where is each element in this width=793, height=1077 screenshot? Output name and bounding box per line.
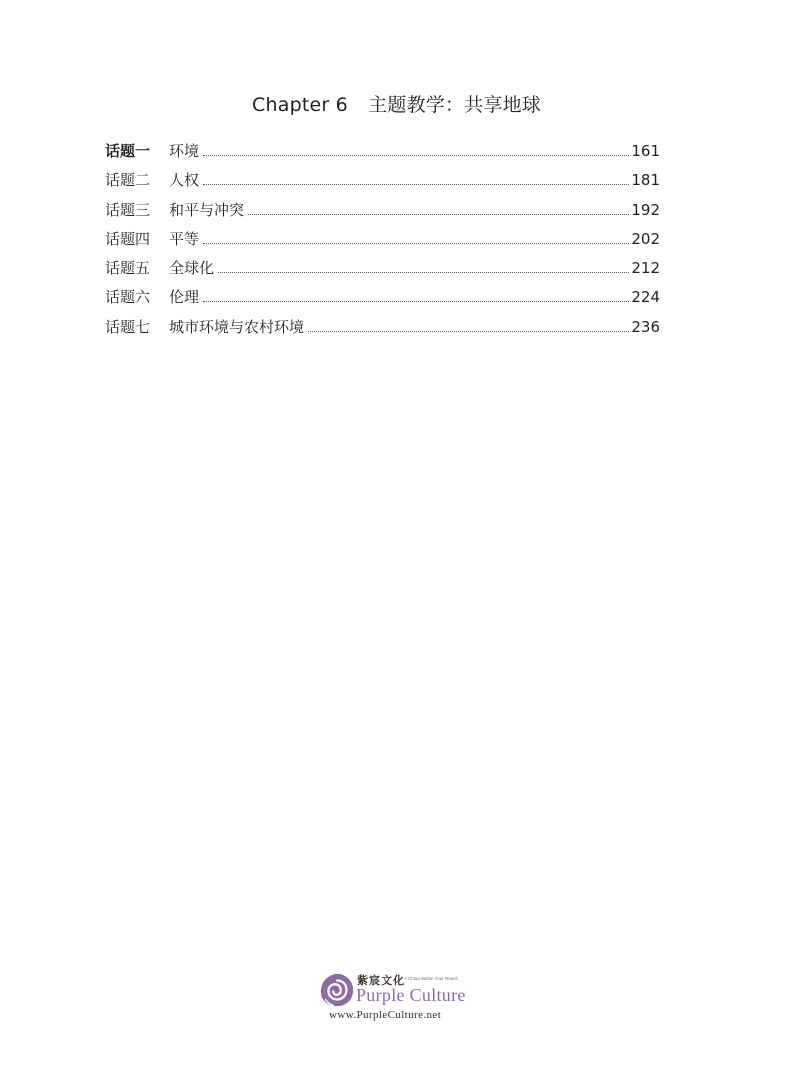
toc-dot-leader <box>203 155 629 156</box>
toc-topic-label: 话题五 <box>105 259 151 278</box>
toc-page-number: 202 <box>631 229 660 248</box>
toc-page-number: 236 <box>631 317 660 336</box>
chapter-title: 主题教学：共享地球 <box>368 94 541 116</box>
toc-entry[interactable] <box>105 140 660 169</box>
toc-title: 平等 <box>169 229 200 248</box>
toc-title: 伦理 <box>169 288 200 307</box>
table-of-contents <box>105 140 660 345</box>
toc-dot-leader <box>248 214 629 215</box>
toc-entry[interactable] <box>105 286 660 315</box>
toc-page-number: 161 <box>631 142 660 160</box>
toc-title: 环境 <box>169 142 200 160</box>
logo-chinese-name: 紫宸文化 <box>357 974 405 987</box>
toc-topic-label: 话题四 <box>105 229 151 248</box>
logo-english-name: Purple Culture <box>356 985 466 1005</box>
toc-page-number: 192 <box>631 200 660 219</box>
toc-topic-label: 话题一 <box>105 142 151 160</box>
toc-page-number: 181 <box>631 171 660 190</box>
toc-page-number: 212 <box>631 259 660 278</box>
toc-topic-label: 话题二 <box>105 171 151 190</box>
toc-dot-leader <box>218 272 629 273</box>
toc-entry[interactable] <box>105 257 660 286</box>
toc-entry[interactable] <box>105 316 660 345</box>
toc-entry[interactable] <box>105 169 660 198</box>
toc-entry[interactable] <box>105 228 660 257</box>
toc-page-number: 224 <box>631 288 660 307</box>
purple-rose-icon <box>318 971 356 1009</box>
toc-topic-label: 话题七 <box>105 317 151 336</box>
toc-entry[interactable] <box>105 199 660 228</box>
toc-title: 城市环境与农村环境 <box>169 317 305 336</box>
toc-title: 和平与冲突 <box>169 200 245 219</box>
toc-topic-label: 话题六 <box>105 288 151 307</box>
publisher-logo[interactable] <box>318 968 488 1028</box>
toc-title: 全球化 <box>169 259 215 278</box>
publisher-url-link[interactable]: www.PurpleCulture.net <box>329 1009 442 1021</box>
logo-tagline: A China Within Your Reach <box>404 976 459 981</box>
toc-dot-leader <box>203 184 629 185</box>
chapter-label: Chapter 6 <box>252 94 348 116</box>
toc-dot-leader <box>308 331 629 332</box>
toc-title: 人权 <box>169 171 200 190</box>
toc-topic-label: 话题三 <box>105 200 151 219</box>
toc-dot-leader <box>203 301 629 302</box>
page-title <box>0 90 793 117</box>
toc-dot-leader <box>203 243 629 244</box>
